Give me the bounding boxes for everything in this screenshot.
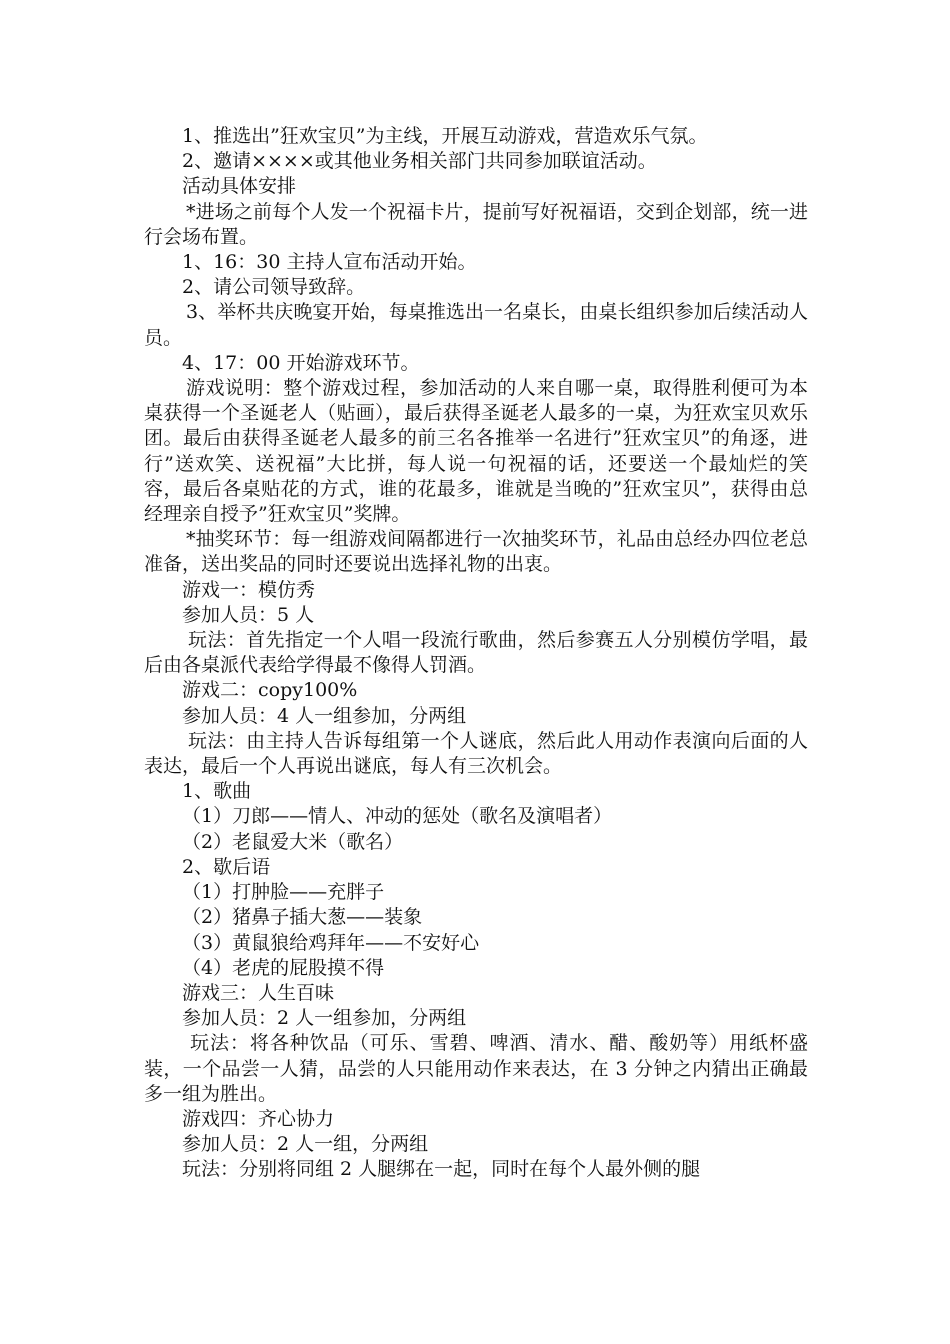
game-3-title: 游戏三：人生百味 xyxy=(182,981,335,1004)
document-body xyxy=(144,124,808,1183)
game-4-rules: 玩法：分别将同组 2 人腿绑在一起，同时在每个人最外侧的腿 xyxy=(182,1158,701,1181)
list-item: （1）打肿脸——充胖子 xyxy=(182,881,385,904)
game-3-rules: 玩法：将各种饮品（可乐、雪碧、啤酒、清水、醋、酸奶等）用纸杯盛装，一个品尝一人猜，品尝的人只能用动作来表达，在 3 分钟之内猜出正确最多一组为胜出。 xyxy=(144,1032,808,1105)
paragraph-1: 1、推选出”狂欢宝贝”为主线，开展互动游戏，营造欢乐气氛。 xyxy=(182,125,708,147)
section-heading: 活动具体安排 xyxy=(182,175,297,198)
list-heading-songs: 1、歌曲 xyxy=(182,780,252,803)
game-4-participants: 参加人员：2 人一组，分两组 xyxy=(182,1133,429,1156)
list-heading-xiehouyu: 2、歇后语 xyxy=(182,855,271,878)
list-item: （2）老鼠爱大米（歌名） xyxy=(182,830,404,853)
paragraph-8: 4、17：00 开始游戏环节。 xyxy=(182,351,420,374)
list-item: （1）刀郎——情人、冲动的惩处（歌名及演唱者） xyxy=(182,805,613,828)
game-2-title: 游戏二：copy100% xyxy=(182,679,358,702)
paragraph-4: *进场之前每个人发一个祝福卡片，提前写好祝福语，交到企划部，统一进行会场布置。 xyxy=(144,200,808,248)
paragraph-7: 3、举杯共庆晚宴开始，每桌推选出一名桌长，由桌长组织参加后续活动人员。 xyxy=(144,301,808,349)
game-4-title: 游戏四：齐心协力 xyxy=(182,1107,335,1130)
game-1-participants: 参加人员：5 人 xyxy=(182,603,315,626)
paragraph-6: 2、请公司领导致辞。 xyxy=(182,276,366,299)
paragraph-lottery: *抽奖环节：每一组游戏间隔都进行一次抽奖环节，礼品由总经办四位老总准备，送出奖品的同时还要说出选择礼物的出衷。 xyxy=(144,528,808,576)
paragraph-2: 2、邀请××××或其他业务相关部门共同参加联谊活动。 xyxy=(182,150,657,173)
game-2-participants: 参加人员：4 人一组参加，分两组 xyxy=(182,704,467,727)
list-item: （2）猪鼻子插大葱——装象 xyxy=(182,906,423,929)
paragraph-game-rules: 游戏说明：整个游戏过程，参加活动的人来自哪一桌，取得胜利便可为本桌获得一个圣诞老人（贴画），最后获得圣诞老人最多的一桌，为狂欢宝贝欢乐团。最后由获得圣诞老人最多的前三名各推举一名进行”狂欢宝贝”的角逐，进行”送欢笑、送祝福”大比拼，每人说一句祝福的话，还要送一个最灿烂的笑容，最后各桌贴花的方式，谁的花最多，谁就是当晚的”狂欢宝贝”，获得由总经理亲自授予”狂欢宝贝”奖牌。 xyxy=(144,377,808,526)
game-2-rules: 玩法：由主持人告诉每组第一个人谜底，然后此人用动作表演向后面的人表达，最后一个人再说出谜底，每人有三次机会。 xyxy=(144,729,808,778)
paragraph-5: 1、16：30 主持人宣布活动开始。 xyxy=(182,251,477,274)
list-item: （3）黄鼠狼给鸡拜年——不安好心 xyxy=(182,931,480,954)
list-item: （4）老虎的屁股摸不得 xyxy=(182,956,385,979)
game-1-title: 游戏一：模仿秀 xyxy=(182,578,316,601)
game-1-rules: 玩法：首先指定一个人唱一段流行歌曲，然后参赛五人分别模仿学唱，最后由各桌派代表给学得最不像得人罚酒。 xyxy=(144,629,808,677)
game-3-participants: 参加人员：2 人一组参加，分两组 xyxy=(182,1007,467,1030)
